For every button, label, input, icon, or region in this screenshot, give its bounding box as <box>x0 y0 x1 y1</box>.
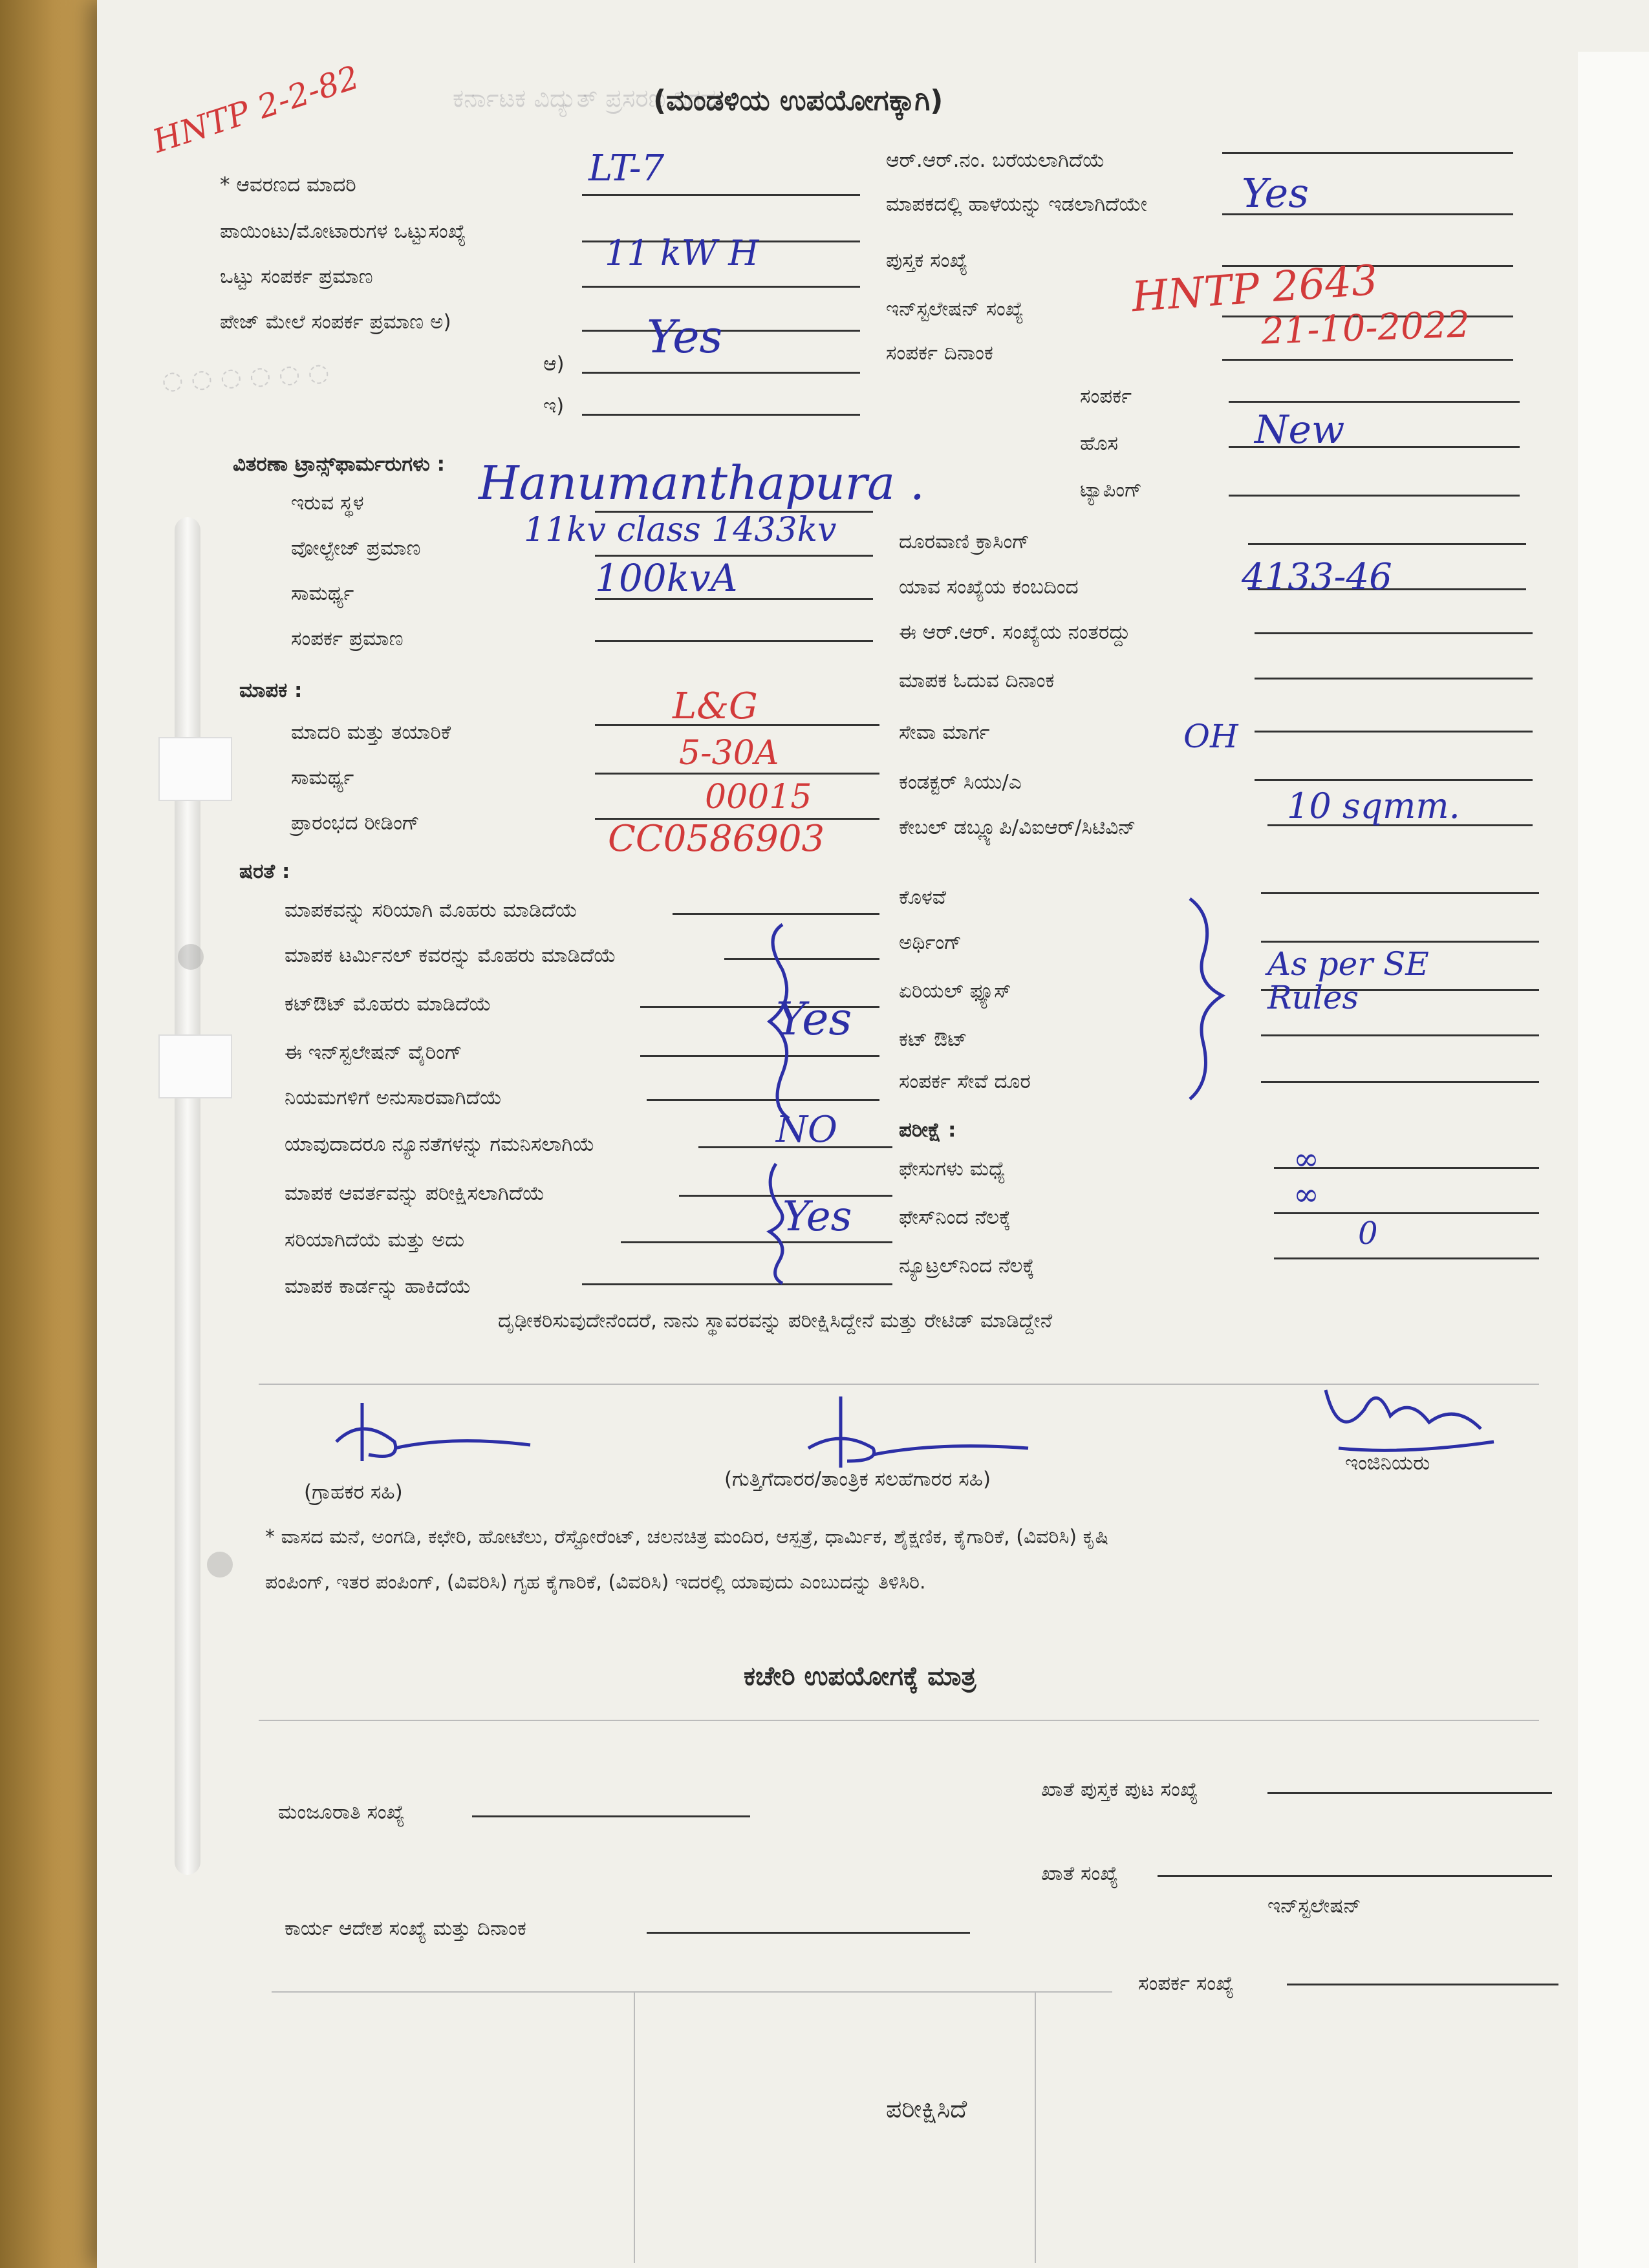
bleed-through-text-2: ◌ ◌ ◌ ◌ ◌ ◌ <box>161 358 330 395</box>
telephone-crossing-line <box>1248 543 1526 545</box>
right-condition-line <box>1261 892 1539 894</box>
office-ledger-page-label: ಖಾತೆ ಪುಸ್ತಕ ಪುಟ ಸಂಖ್ಯೆ <box>1041 1778 1198 1801</box>
office-account-no-label: ಖಾತೆ ಸಂಖ್ಯೆ <box>1041 1862 1119 1885</box>
underlying-sheet <box>1578 52 1649 2268</box>
office-table-divider <box>1035 1991 1036 2263</box>
field-meter-sheet-value: Yes <box>1242 169 1310 217</box>
service-line-label: ಸೇವಾ ಮಾರ್ಗ <box>899 721 990 744</box>
pole-no-label: ಯಾವ ಸಂಖ್ಯೆಯ ಕಂಬದಿಂದ <box>899 575 1079 599</box>
reading-date-label: ಮಾಪಕ ಓದುವ ದಿನಾಂಕ <box>899 669 1055 692</box>
field-total-load-line <box>582 286 860 288</box>
footnote-line-2: ಪಂಪಿಂಗ್, ಇತರ ಪಂಪಿಂಗ್, (ವಿವರಿಸಿ) ಗೃಹ ಕೈಗಾರಿಕೆ, (ವಿವರಿಸಿ) ಇದರಲ್ಲಿ ಯಾವುದು ಎಂಬುದನ್ನು ತಿಳಿಸಿರಿ. <box>265 1571 926 1594</box>
transformer-voltage-value: 11kv class 1433kv <box>524 511 837 550</box>
office-use-heading: ಕಚೇರಿ ಉಪಯೋಗಕ್ಕೆ ಮಾತ್ರ <box>744 1662 976 1691</box>
pole-no-value: 4133-46 <box>1242 556 1392 598</box>
transformer-capacity-value: 100kvA <box>595 556 738 600</box>
field-connection-date-label: ಸಂಪರ್ಕ ದಿನಾಂಕ <box>886 341 993 365</box>
right-condition-line <box>1261 1034 1539 1036</box>
condition-item: ಮಾಪಕ ಟರ್ಮಿನಲ್ ಕವರನ್ನು ಮೊಹರು ಮಾಡಿದೆಯೆ <box>285 944 616 967</box>
test-line <box>1274 1257 1539 1259</box>
office-ledger-page-line <box>1267 1792 1552 1794</box>
field-phase-b-line <box>582 372 860 374</box>
consumer-signature-label: (ಗ್ರಾಹಕರ ಸಹಿ) <box>304 1481 403 1504</box>
page-title: (ಮಂಡಳಿಯ ಉಪಯೋಗಕ್ಕಾಗಿ) <box>653 84 943 117</box>
field-connection-date-line <box>1222 359 1513 361</box>
field-rr-written-line <box>1222 152 1513 154</box>
right-condition-line <box>1261 941 1539 943</box>
right-condition-item: ಅರ್ಥಿಂಗ್ <box>899 931 962 954</box>
right-bracket-mark <box>1177 892 1255 1106</box>
meter-reading-label: ಪ್ರಾರಂಭದ ರೀಡಿಂಗ್ <box>291 811 420 835</box>
test-item: ಫೇಸ್‌ನಿಂದ ನೆಲಕ್ಕೆ <box>899 1206 1011 1229</box>
field-premises-type-line <box>582 194 860 196</box>
tapping-line <box>1229 495 1520 497</box>
telephone-crossing-label: ದೂರವಾಣಿ ಕ್ರಾಸಿಂಗ್ <box>899 530 1030 553</box>
contractor-signature <box>789 1390 1035 1481</box>
declaration-text: ದೃಢೀಕರಿಸುವುದೇನೆಂದರೆ, ನಾನು ಸ್ಥಾವರವನ್ನು ಪರೀಕ್ಷಿಸಿದ್ದೇನೆ ಮತ್ತು ರೇಟಿಡ್ ಮಾಡಿದ್ದೇನೆ <box>498 1309 1053 1332</box>
condition-line <box>582 1283 892 1285</box>
field-total-points-label: ಪಾಯಿಂಟು/ಮೋಟಾರುಗಳ ಒಟ್ಟುಸಂಖ್ಯೆ <box>220 220 466 243</box>
field-meter-sheet-label: ಮಾಪಕದಲ್ಲಿ ಹಾಳೆಯನ್ನು ಇಡಲಾಗಿದೆಯೇ <box>886 193 1147 216</box>
office-sanction-no-label: ಮಂಜೂರಾತಿ ಸಂಖ್ಯೆ <box>278 1801 405 1824</box>
cable-label: ಕೇಬಲ್ ಡಬ್ಲ್ಯೂಪಿ/ವಿಐಆರ್/ಸಿಟಿವಿನ್ <box>899 816 1136 839</box>
field-total-load-value: 11 kW H <box>605 233 759 273</box>
office-divider <box>259 1720 1539 1721</box>
connection-label: ಸಂಪರ್ಕ <box>1080 385 1132 408</box>
binder-strip <box>175 517 200 1875</box>
office-account-no-line <box>1158 1875 1552 1877</box>
field-phase-c-label: ಇ) <box>543 394 565 418</box>
office-work-order-label: ಕಾರ್ಯ ಆದೇಶ ಸಂಖ್ಯೆ ಮತ್ತು ದಿನಾಂಕ <box>285 1917 526 1940</box>
condition-item: ಸರಿಯಾಗಿದೆಯೆ ಮತ್ತು ಅದು <box>285 1228 465 1252</box>
transformer-location-value: Hanumanthapura . <box>479 456 925 510</box>
consumer-signature <box>323 1390 543 1487</box>
meter-capacity-label: ಸಾಮರ್ಥ್ಯ <box>291 766 354 789</box>
field-installation-no-value: HNTP 2643 <box>1130 256 1379 322</box>
condition-item: ಮಾಪಕ ಆವರ್ತವನ್ನು ಪರೀಕ್ಷಿಸಲಾಗಿದೆಯೆ <box>285 1182 545 1205</box>
punch-hole <box>207 1552 233 1578</box>
office-checked-label: ಪರೀಕ್ಷಿಸಿದೆ <box>886 2095 967 2123</box>
condition-line <box>673 913 879 915</box>
right-conditions-note: As per SE Rules <box>1267 945 1429 1016</box>
phase-yes-note: Yes <box>647 310 723 363</box>
meter-capacity-line <box>595 773 879 775</box>
meter-heading: ಮಾಪಕ : <box>239 679 303 702</box>
field-rr-written-label: ಆರ್.ಆರ್.ನಂ. ಬರೆಯಲಾಗಿದೆಯೆ <box>886 149 1105 172</box>
condition-item: ಈ ಇನ್‌ಸ್ಟಲೇಷನ್ ವೈರಿಂಗ್ <box>285 1041 462 1064</box>
field-total-load-label: ಒಟ್ಟು ಸಂಪರ್ಕ ಪ್ರಮಾಣ <box>220 265 373 288</box>
office-connection-no-label: ಸಂಪರ್ಕ ಸಂಖ್ಯೆ <box>1138 1972 1234 1995</box>
office-table-line <box>272 1991 1112 1993</box>
right-condition-line <box>1261 1081 1539 1083</box>
rr-after-line <box>1255 632 1533 634</box>
corner-note: HNTP 2-2-82 <box>148 58 364 160</box>
test-value: ∞ <box>1293 1141 1319 1177</box>
service-line-value: OH <box>1183 718 1238 755</box>
right-condition-item: ಏರಿಯಲ್ ಫ್ಯೂಸ್ <box>899 979 1011 1003</box>
condition-item: ಮಾಪಕ ಕಾರ್ಡನ್ನು ಹಾಕಿದೆಯೆ <box>285 1275 471 1298</box>
conditions-yes-mark: Yes <box>776 992 852 1045</box>
test-item: ನ್ಯೂಟ್ರಲ್‌ನಿಂದ ನೆಲಕ್ಕೆ <box>899 1254 1035 1278</box>
field-premises-type-label: * ಆವರಣದ ಮಾದರಿ <box>220 173 356 197</box>
meter-make-value: L&G <box>673 685 758 727</box>
meter-reading-value: 00015 <box>705 778 812 817</box>
field-phase-b-label: ಆ) <box>543 352 565 376</box>
conditions-yes-mark-2: Yes <box>782 1193 852 1241</box>
contractor-signature-label: (ಗುತ್ತಿಗೆದಾರರ/ತಾಂತ್ರಿಕ ಸಲಹೆಗಾರರ ಸಹಿ) <box>724 1468 991 1491</box>
condition-item: ಮಾಪಕವನ್ನು ಸರಿಯಾಗಿ ಮೊಹರು ಮಾಡಿದೆಯೆ <box>285 899 578 922</box>
cable-value: 10 sqmm. <box>1287 786 1460 826</box>
transformer-capacity-label: ಸಾಮರ್ಥ್ಯ <box>291 582 354 605</box>
tapping-label: ಟ್ಯಾಪಿಂಗ್ <box>1080 478 1142 502</box>
office-sanction-no-line <box>472 1815 750 1817</box>
transformer-voltage-label: ವೋಲ್ಟೇಜ್ ಪ್ರಮಾಣ <box>291 537 421 560</box>
conductor-line <box>1255 779 1533 781</box>
test-heading: ಪರೀಕ್ಷೆ : <box>899 1118 956 1142</box>
field-connection-date-value: 21-10-2022 <box>1260 303 1471 353</box>
engineer-signature-label: ಇಂಜಿನಿಯರು <box>1345 1451 1430 1475</box>
connection-new-label: ಹೊಸ <box>1080 432 1118 455</box>
transformer-load-label: ಸಂಪರ್ಕ ಪ್ರಮಾಣ <box>291 627 404 650</box>
conditions-no-mark: NO <box>776 1109 837 1151</box>
test-value: ∞ <box>1293 1177 1319 1213</box>
office-installation-label: ಇನ್‌ಸ್ಟಲೇಷನ್ <box>1267 1894 1361 1918</box>
rr-after-label: ಈ ಆರ್.ಆರ್. ಸಂಖ್ಯೆಯ ನಂತರದ್ದು <box>899 621 1130 644</box>
field-premises-type-value: LT-7 <box>588 147 665 189</box>
transformer-heading: ವಿತರಣಾ ಟ್ರಾನ್ಸ್‌ಫಾರ್ಮರುಗಳು : <box>233 453 446 476</box>
field-installation-no-label: ಇನ್‌ಸ್ಟಲೇಷನ್ ಸಂಖ್ಯೆ <box>886 297 1024 321</box>
punch-hole <box>178 944 204 970</box>
binder-clip <box>158 1034 232 1098</box>
transformer-load-line <box>595 640 873 642</box>
connection-new-value: New <box>1255 407 1345 453</box>
bleed-through-text: ಕರ್ನಾಟಕ ವಿದ್ಯುತ್ ಪ್ರಸರಣ ನಿಗಮ <box>453 84 724 112</box>
binder-clip <box>158 737 232 801</box>
reading-date-line <box>1255 678 1533 679</box>
service-line-line <box>1255 731 1533 733</box>
field-phase-c-line <box>582 414 860 416</box>
field-phase-a-label: ಪೇಜ್ ಮೇಲೆ ಸಂಪರ್ಕ ಪ್ರಮಾಣ ಅ) <box>220 310 451 334</box>
meter-capacity-value: 5-30A <box>679 734 779 773</box>
conductor-label: ಕಂಡಕ್ಟರ್ ಸಿಯು/ಎ <box>899 771 1022 794</box>
field-book-no-label: ಪುಸ್ತಕ ಸಂಖ್ಯೆ <box>886 249 968 272</box>
office-work-order-line <box>647 1932 970 1934</box>
transformer-location-label: ಇರುವ ಸ್ಥಳ <box>291 491 364 515</box>
condition-item: ನಿಯಮಗಳಿಗೆ ಅನುಸಾರವಾಗಿದೆಯೆ <box>285 1086 502 1109</box>
connection-line <box>1229 401 1520 403</box>
footnote-line-1: * ವಾಸದ ಮನೆ, ಅಂಗಡಿ, ಕಛೇರಿ, ಹೋಟೆಲು, ರೆಸ್ಟೋರೆಂಟ್, ಚಲನಚಿತ್ರ ಮಂದಿರ, ಆಸ್ಪತ್ರೆ, ಧಾರ್ಮಿಕ, ಶೈಕ್ಷಣಿಕ, ಕೈಗಾರಿಕೆ, (ವಿವರಿಸಿ) ಕೃಷಿ <box>265 1526 1108 1548</box>
right-condition-item: ಕೊಳವೆ <box>899 886 946 909</box>
test-value: 0 <box>1358 1215 1378 1252</box>
test-item: ಫೇಸುಗಳು ಮಧ್ಯೆ <box>899 1157 1006 1181</box>
meter-make-label: ಮಾದರಿ ಮತ್ತು ತಯಾರಿಕೆ <box>291 721 451 744</box>
meter-serial-value: CC0586903 <box>608 818 825 860</box>
condition-item: ಕಟ್‌ಔಟ್ ಮೊಹರು ಮಾಡಿದೆಯೆ <box>285 992 491 1016</box>
office-table-divider <box>634 1991 635 2263</box>
right-condition-item: ಕಟ್ ಔಟ್ <box>899 1028 967 1051</box>
condition-item: ಯಾವುದಾದರೂ ನ್ಯೂನತೆಗಳನ್ನು ಗಮನಿಸಲಾಗಿಯೆ <box>285 1133 595 1156</box>
conditions-heading: ಷರತೆ : <box>239 860 290 883</box>
office-connection-no-line <box>1287 1984 1558 1985</box>
right-condition-item: ಸಂಪರ್ಕ ಸೇವೆ ದೂರ <box>899 1070 1031 1093</box>
